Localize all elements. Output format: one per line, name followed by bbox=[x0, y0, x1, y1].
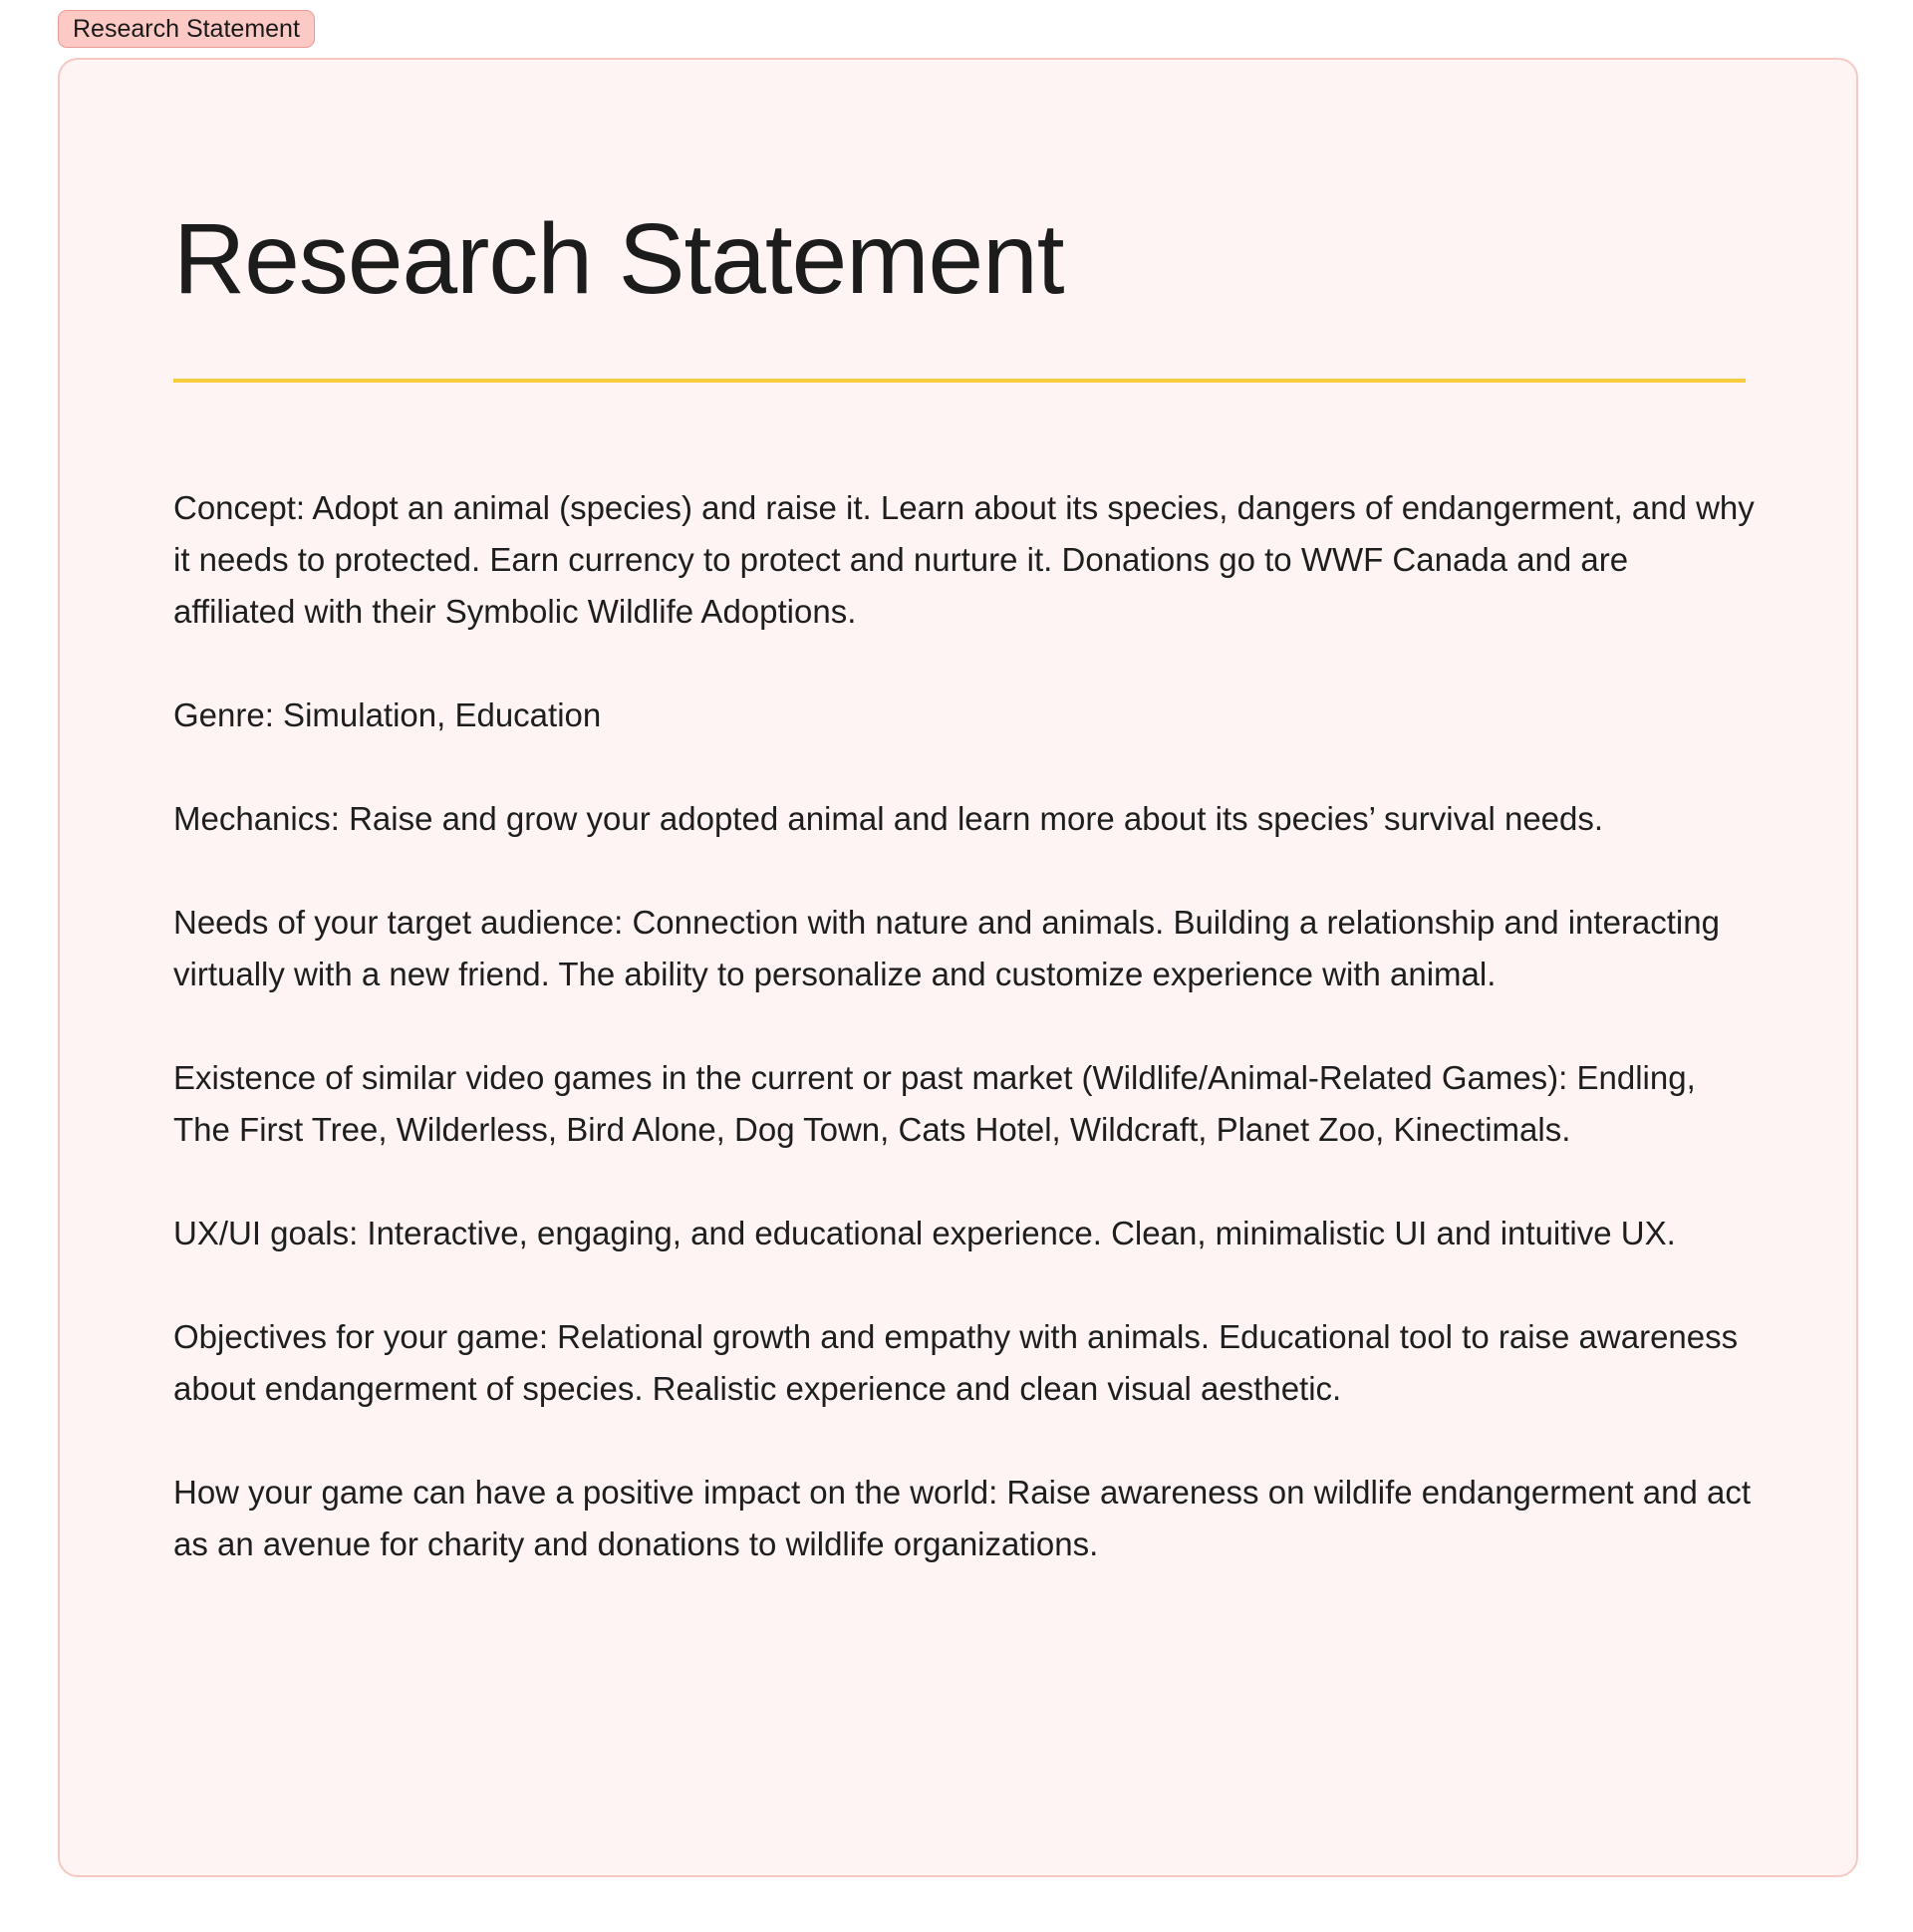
research-statement-frame[interactable] bbox=[58, 58, 1858, 1877]
paragraph-genre: Genre: Simulation, Education bbox=[173, 696, 602, 733]
paragraph-similar-games: Existence of similar video games in the current or past market (Wildlife/Animal-Related Games): Endling, The First Tree, Wilderless, Bird Alone, Dog Town, Cats Hotel, Wildcraft, Planet Zoo, Kinectimals. bbox=[173, 1059, 1696, 1148]
paragraph-positive-impact: How your game can have a positive impact on the world: Raise awareness on wildlife endangerment and act as an avenue for charity and donations to wildlife organizations. bbox=[173, 1474, 1752, 1562]
paragraph-audience-needs: Needs of your target audience: Connection with nature and animals. Building a relationship and interacting virtually with a new friend. The ability to personalize and customize experience with animal. bbox=[173, 904, 1720, 992]
page-title: Research Statement bbox=[173, 203, 1064, 315]
title-divider bbox=[173, 379, 1746, 383]
paragraph-objectives: Objectives for your game: Relational growth and empathy with animals. Educational tool to raise awareness about endangerment of species. Realistic experience and clean visual aesthetic. bbox=[173, 1318, 1739, 1407]
paragraph-concept: Concept: Adopt an animal (species) and raise it. Learn about its species, dangers of endangerment, and why it needs to protected. Earn currency to protect and nurture it. Donations go to WWF Canada and are affiliated with their Symbolic Wildlife Adoptions. bbox=[173, 489, 1755, 630]
paragraph-ux-ui-goals: UX/UI goals: Interactive, engaging, and educational experience. Clean, minimalistic UI and intuitive UX. bbox=[173, 1215, 1676, 1251]
statement-body bbox=[173, 482, 1758, 1570]
frame-label-tag[interactable]: Research Statement bbox=[58, 10, 315, 48]
paragraph-mechanics: Mechanics: Raise and grow your adopted animal and learn more about its species’ survival needs. bbox=[173, 800, 1604, 837]
